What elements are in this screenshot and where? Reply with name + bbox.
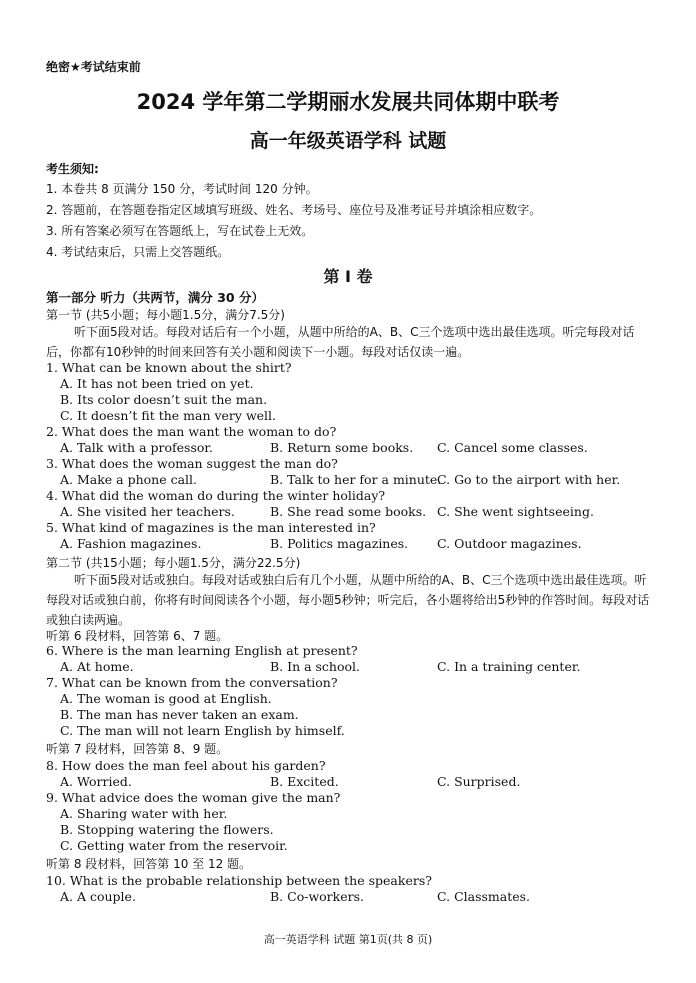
option-a: A. It has not been tried on yet. <box>60 376 254 391</box>
notice-item: 3. 所有答案必须写在答题纸上，写在试卷上无效。 <box>46 224 314 238</box>
notice-heading: 考生须知: <box>46 162 99 176</box>
question-stem: 10. What is the probable relationship between the speakers? <box>46 873 432 888</box>
option-c: C. It doesn’t fit the man very well. <box>60 408 277 423</box>
option-a: A. Talk with a professor. <box>60 440 213 455</box>
notice-item: 4. 考试结束后，只需上交答题纸。 <box>46 245 230 259</box>
question-stem: 1. What can be known about the shirt? <box>46 360 292 375</box>
option-b: B. Co-workers. <box>270 889 364 904</box>
question-stem: 5. What kind of magazines is the man interested in? <box>46 520 376 535</box>
option-a: A. She visited her teachers. <box>60 504 235 519</box>
question-stem: 4. What did the woman do during the winter holiday? <box>46 488 386 503</box>
option-c: C. Go to the airport with her. <box>437 472 621 487</box>
material-note: 听第 6 段材料，回答第 6、7 题。 <box>46 629 229 643</box>
notice-item: 2. 答题前，在答题卷指定区域填写班级、姓名、考场号、座位号及准考证号并填涂相应数字。 <box>46 203 542 217</box>
option-a: A. A couple. <box>60 889 136 904</box>
option-a: A. Fashion magazines. <box>60 536 202 551</box>
part-heading: 第一部分 听力（共两节，满分 30 分） <box>46 290 264 305</box>
option-b: B. Excited. <box>270 774 339 789</box>
section-instructions: 听下面5段对话。每段对话后有一个小题，从题中所给的A、B、C三个选项中选出最佳选项。听完每段对话后，你都有10秒钟的时间来回答有关小题和阅读下一小题。每段对话仅读一遍。 <box>46 325 635 359</box>
option-b: B. Talk to her for a minute. <box>270 472 442 487</box>
question-stem: 7. What can be known from the conversation? <box>46 675 338 690</box>
option-b: B. The man has never taken an exam. <box>60 707 299 722</box>
question-stem: 9. What advice does the woman give the man? <box>46 790 341 805</box>
confidential-label: 绝密★考试结束前 <box>46 60 141 74</box>
question-stem: 3. What does the woman suggest the man do? <box>46 456 338 471</box>
option-b: B. In a school. <box>270 659 361 674</box>
exam-title: 2024 学年第二学期丽水发展共同体期中联考 <box>136 90 560 114</box>
option-b: B. Its color doesn’t suit the man. <box>60 392 268 407</box>
option-a: A. The woman is good at English. <box>60 691 272 706</box>
option-c: C. She went sightseeing. <box>437 504 594 519</box>
option-c: C. Surprised. <box>437 774 521 789</box>
section-heading: 第一节 (共5小题；每小题1.5分，满分7.5分) <box>46 308 285 322</box>
section-heading: 第二节 (共15小题；每小题1.5分，满分22.5分) <box>46 556 301 570</box>
option-c: C. The man will not learn English by himself. <box>60 723 345 738</box>
notice-item: 1. 本卷共 8 页满分 150 分，考试时间 120 分钟。 <box>46 182 318 196</box>
option-c: C. Classmates. <box>437 889 531 904</box>
option-c: C. Cancel some classes. <box>437 440 588 455</box>
option-a: A. Worried. <box>60 774 132 789</box>
option-c: C. Outdoor magazines. <box>437 536 582 551</box>
material-note: 听第 8 段材料，回答第 10 至 12 题。 <box>46 857 252 871</box>
option-b: B. Politics magazines. <box>270 536 409 551</box>
section-instructions: 听下面5段对话或独白。每段对话或独白后有几个小题，从题中所给的A、B、C三个选项中选出最佳选项。听每段对话或独白前，你将有时间阅读各个小题，每小题5秒钟；听完后，各小题将给出5秒钟的作答时间。每段对话或独白读两遍。 <box>46 573 650 627</box>
volume-heading: 第 I 卷 <box>323 267 373 286</box>
option-b: B. Return some books. <box>270 440 414 455</box>
page-footer: 高一英语学科 试题 第1页(共 8 页) <box>263 933 433 946</box>
option-b: B. She read some books. <box>270 504 427 519</box>
option-c: C. Getting water from the reservoir. <box>60 838 288 853</box>
option-a: A. Sharing water with her. <box>60 806 228 821</box>
option-a: A. At home. <box>60 659 134 674</box>
question-stem: 2. What does the man want the woman to do? <box>46 424 337 439</box>
option-a: A. Make a phone call. <box>60 472 198 487</box>
option-b: B. Stopping watering the flowers. <box>60 822 274 837</box>
question-stem: 8. How does the man feel about his garden? <box>46 758 326 773</box>
option-c: C. In a training center. <box>437 659 581 674</box>
question-stem: 6. Where is the man learning English at present? <box>46 643 358 658</box>
exam-subtitle: 高一年级英语学科 试题 <box>249 130 447 152</box>
material-note: 听第 7 段材料，回答第 8、9 题。 <box>46 742 229 756</box>
